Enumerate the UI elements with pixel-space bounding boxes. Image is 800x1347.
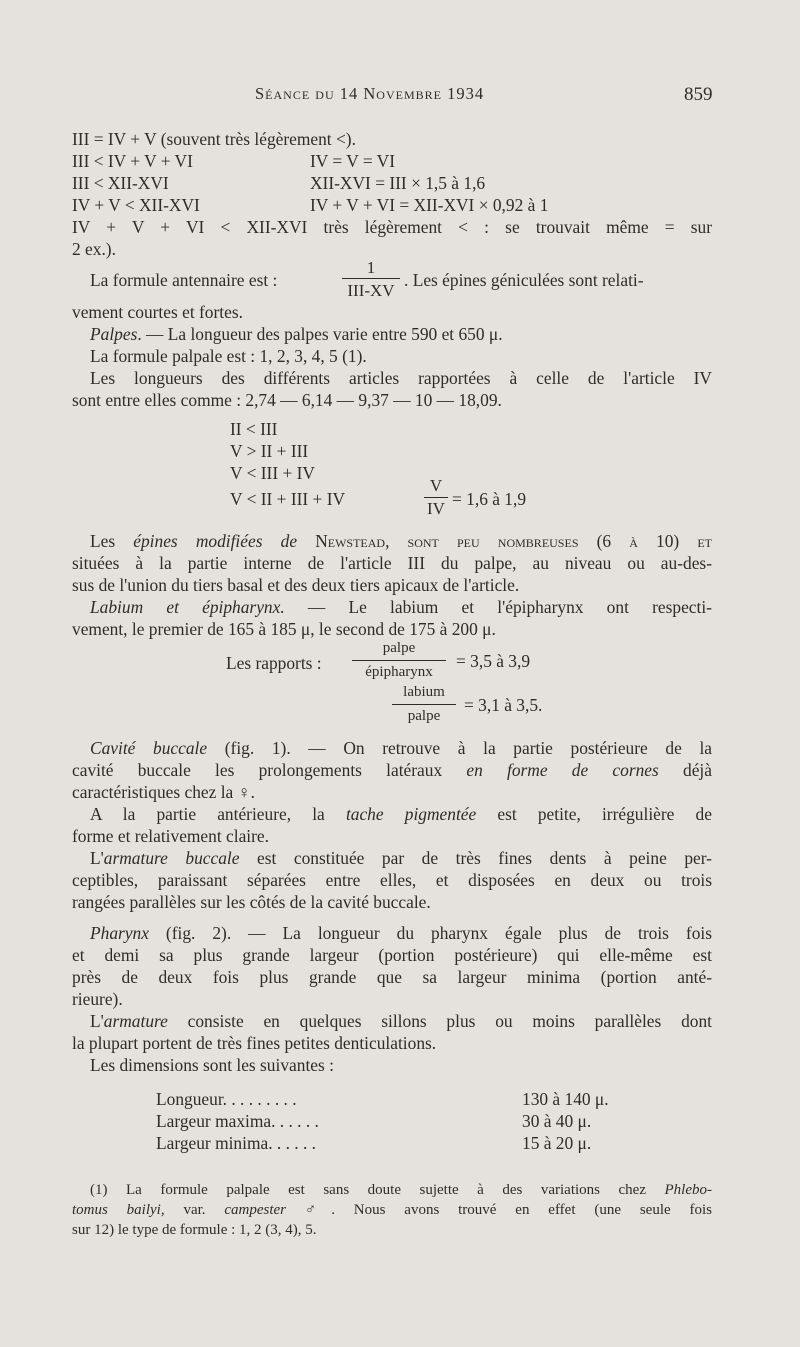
pharynx-text: rieure). <box>72 989 123 1009</box>
dimension-label: Largeur maxima. . . . . . <box>156 1111 319 1131</box>
pharynx-text: L'armature consiste en quelques sillons plus ou moins parallèles dont <box>90 1011 712 1031</box>
footnote-text: tomus bailyi, var. campester ♂. Nous avons trouvé en effet (une seule fois <box>72 1202 712 1218</box>
palpes-text: La formule palpale est : 1, 2, 3, 4, 5 (1). <box>90 346 367 366</box>
page-header <box>0 84 800 110</box>
fraction-bar <box>352 660 446 661</box>
epines-paragraph: Les épines modifiées de Newstead, sont peu nombreuses (6 à 10) et <box>90 531 712 551</box>
palp-formula: II < III <box>230 419 278 439</box>
palpes-text: sont entre elles comme : 2,74 — 6,14 — 9,37 — 10 — 18,09. <box>72 390 502 410</box>
rapport-value: = 3,5 à 3,9 <box>456 651 531 671</box>
pharynx-text: près de deux fois plus grande que sa largeur minima (portion anté- <box>72 967 712 987</box>
cavite-paragraph: Cavité buccale (fig. 1). — On retrouve à la partie postérieure de la <box>90 738 712 758</box>
fraction-bar <box>392 704 456 705</box>
cavite-title: Cavité buccale <box>90 738 208 758</box>
labium-text: vement, le premier de 165 à 185 μ, le second de 175 à 200 μ. <box>72 619 496 639</box>
palpes-title: Palpes <box>90 324 138 344</box>
pharynx-text: et demi sa plus grande largeur (portion postérieure) qui elle-même est <box>72 945 712 965</box>
formula-line: XII-XVI = III × 1,5 à 1,6 <box>310 173 486 193</box>
cavite-text: forme et relativement claire. <box>72 826 269 846</box>
pharynx-text: Les dimensions sont les suivantes : <box>90 1055 334 1075</box>
cavite-text: L'armature buccale est constituée par de très fines dents à peine per- <box>90 848 712 868</box>
epines-text: situées à la partie interne de l'article III du palpe, au niveau ou au-des- <box>72 553 712 573</box>
dimension-value: 30 à 40 μ. <box>522 1111 592 1131</box>
formula-line: 2 ex.). <box>72 239 116 259</box>
palpes-text: Les longueurs des différents articles rapportées à celle de l'article IV <box>90 368 712 388</box>
cavite-text: caractéristiques chez la ♀. <box>72 782 255 802</box>
dimension-value: 130 à 140 μ. <box>522 1089 609 1109</box>
rapport-numerator: palpe <box>382 640 416 656</box>
formula-line: IV = V = VI <box>310 151 396 171</box>
cavite-text: ceptibles, paraissant séparées entre elles, et disposées en deux ou trois <box>72 870 712 890</box>
antennal-text: La formule antennaire est : <box>90 270 278 290</box>
ratio-value: = 1,6 à 1,9 <box>452 489 527 509</box>
pharynx-title: Pharynx <box>90 923 149 943</box>
cavite-text: A la partie antérieure, la tache pigmentée est petite, irrégulière de <box>90 804 712 824</box>
antennal-text: . Les épines géniculées sont relati- <box>404 270 644 290</box>
ratio-numerator: V <box>429 476 443 495</box>
fraction-bar <box>342 278 400 279</box>
rapports-label: Les rapports : <box>226 653 322 673</box>
dimension-value: 15 à 20 μ. <box>522 1133 592 1153</box>
ratio-denominator: IV <box>427 499 445 518</box>
page-number: 859 <box>684 84 713 105</box>
running-title: Séance du 14 Novembre 1934 <box>255 84 485 103</box>
formula-line: IV + V + VI < XII-XVI très légèrement < : se trouvait même = sur <box>72 217 712 237</box>
labium-title: Labium et épipharynx. <box>90 597 285 617</box>
cavite-text: rangées parallèles sur les côtés de la cavité buccale. <box>72 892 431 912</box>
antennal-denominator: III-XV <box>347 281 395 300</box>
rapport-value: = 3,1 à 3,5. <box>464 695 543 715</box>
rapport-numerator: labium <box>403 684 445 700</box>
formula-line: IV + V + VI = XII-XVI × 0,92 à 1 <box>310 195 549 215</box>
antennal-numerator: 1 <box>366 258 376 277</box>
pharynx-text: la plupart portent de très fines petites denticulations. <box>72 1033 437 1053</box>
fraction-bar <box>424 497 448 498</box>
dimension-label: Longueur. . . . . . . . . <box>156 1089 297 1109</box>
palpes-paragraph: Palpes. — La longueur des palpes varie entre 590 et 650 μ. <box>90 324 503 344</box>
palp-formula: V > II + III <box>230 441 309 461</box>
formula-line: IV + V < XII-XVI <box>72 195 200 215</box>
cavite-text: cavité buccale les prolongements latéraux en forme de cornes déjà <box>72 760 712 780</box>
dimension-label: Largeur minima. . . . . . <box>156 1133 317 1153</box>
labium-paragraph: Labium et épipharynx. — Le labium et l'épipharynx ont respecti- <box>90 597 712 617</box>
pharynx-paragraph: Pharynx (fig. 2). — La longueur du pharynx égale plus de trois fois <box>90 923 712 943</box>
footnote-text: sur 12) le type de formule : 1, 2 (3, 4), 5. <box>72 1222 317 1238</box>
formula-line: III < XII-XVI <box>72 173 169 193</box>
palp-formula: V < II + III + IV <box>230 489 346 509</box>
formula-line: III = IV + V (souvent très légèrement <). <box>72 129 356 149</box>
footnote: (1) La formule palpale est sans doute sujette à des variations chez Phlebo- <box>90 1182 712 1198</box>
antennal-text: vement courtes et fortes. <box>72 302 243 322</box>
palp-formula: V < III + IV <box>230 463 315 483</box>
rapport-denominator: épipharynx <box>365 664 433 680</box>
formula-line: III < IV + V + VI <box>72 151 193 171</box>
rapport-denominator: palpe <box>407 708 441 724</box>
epines-text: sus de l'union du tiers basal et des deux tiers apicaux de l'article. <box>72 575 520 595</box>
